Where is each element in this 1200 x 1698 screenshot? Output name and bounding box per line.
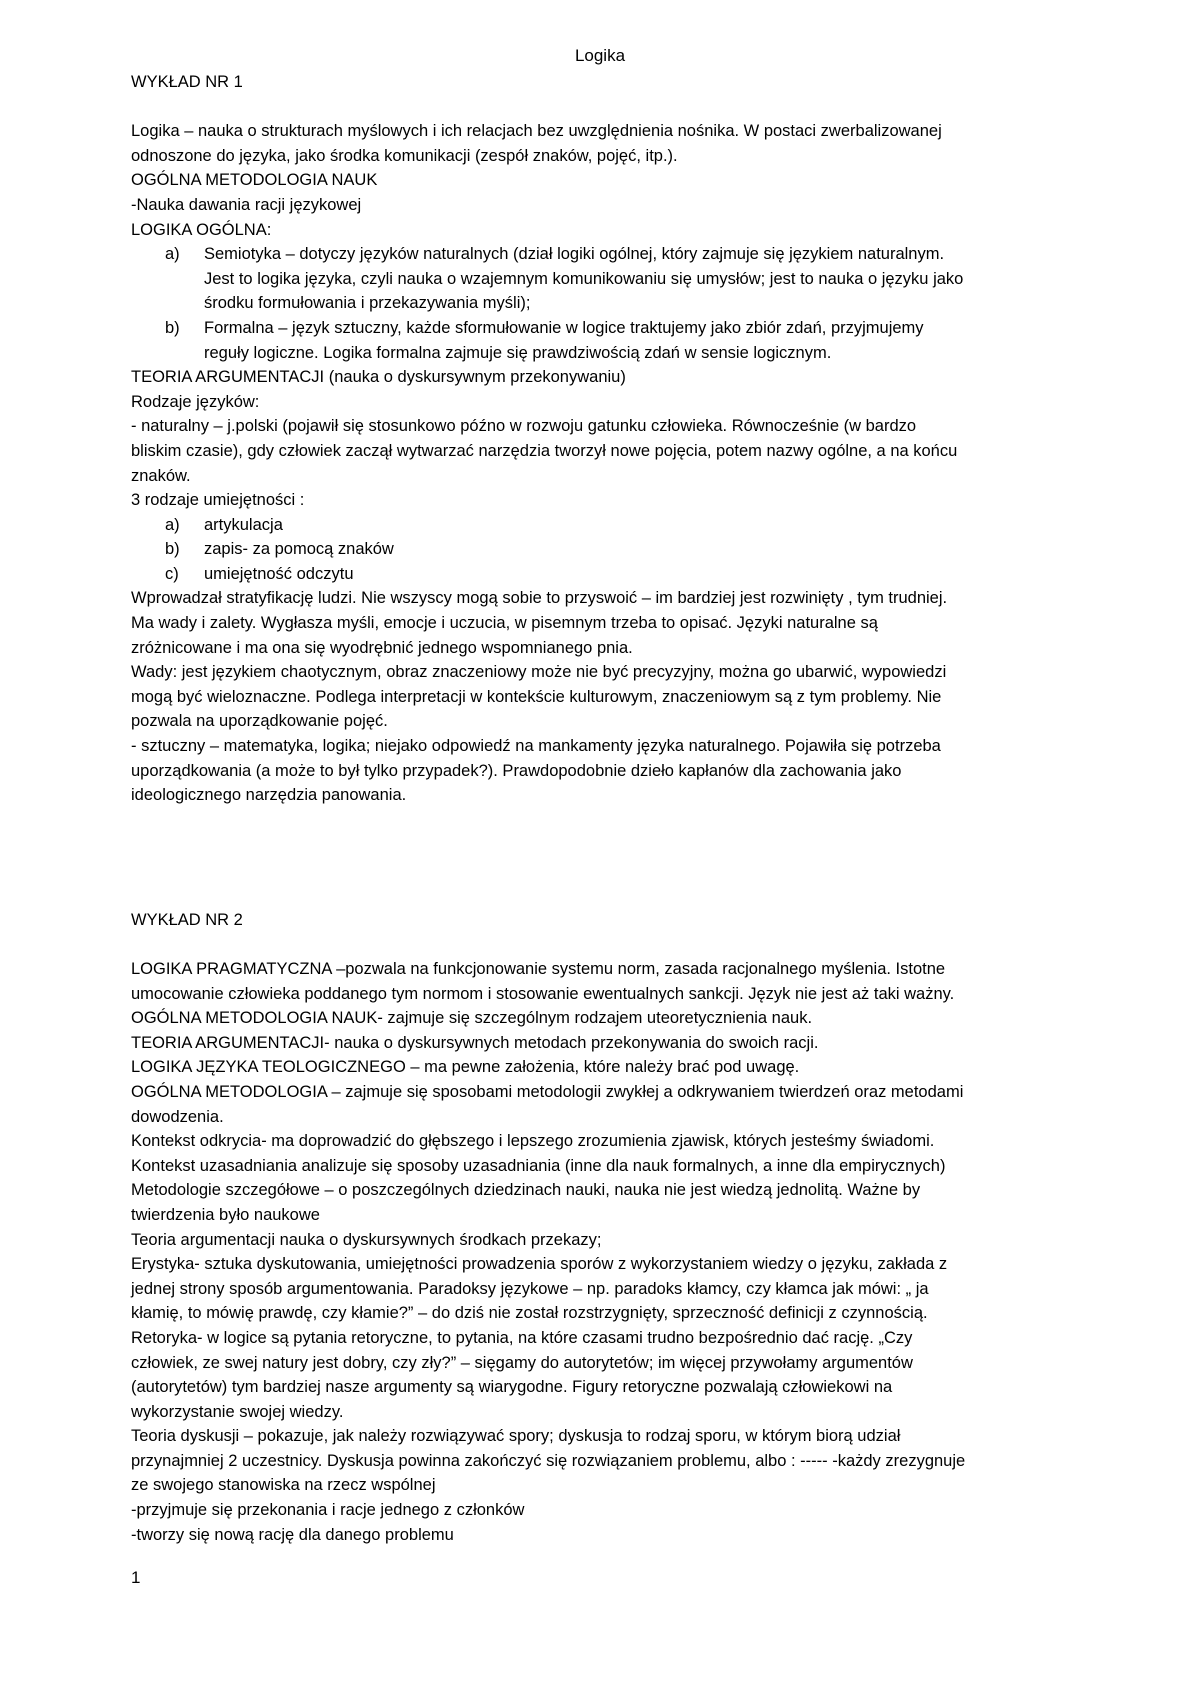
paragraph-line: OGÓLNA METODOLOGIA NAUK- zajmuje się szczególnym rodzajem uteoretycznienia nauk. xyxy=(131,1009,813,1028)
section-gap xyxy=(131,808,1081,908)
paragraph-line: dowodzenia. xyxy=(131,1107,224,1126)
page-number: 1 xyxy=(131,1568,141,1587)
paragraph-line: mogą być wieloznaczne. Podlega interpretacji w kontekście kulturowym, znaczeniowym są z tym problemy. Nie xyxy=(131,687,942,706)
paragraph-line: (autorytetów) tym bardziej nasze argumenty są wiarygodne. Figury retoryczne pozwalają człowiekowi na xyxy=(131,1378,893,1397)
paragraph-line: uporządkowania (a może to był tylko przypadek?). Prawdopodobnie dzieło kapłanów dla zachowania jako xyxy=(131,761,902,780)
paragraph-line: -Nauka dawania racji językowej xyxy=(131,195,362,214)
list-item-continuation: środku formułowania i przekazywania myśli); xyxy=(204,294,531,313)
paragraph-line: kłamię, to mówię prawdę, czy kłamie?” – do dziś nie został rozstrzygnięty, sprzeczność definicji z czynnością. xyxy=(131,1304,928,1323)
paragraph-line: umocowanie człowieka poddanego tym normom i stosowanie ewentualnych sankcji. Język nie jest aż taki ważny. xyxy=(131,984,955,1003)
paragraph-line: twierdzenia było naukowe xyxy=(131,1205,320,1224)
paragraph-line: bliskim czasie), gdy człowiek zaczął wytwarzać narzędzia tworzył nowe pojęcia, potem nazwy ogólne, a na końcu xyxy=(131,441,958,460)
paragraph-line: Kontekst uzasadniania analizuje się sposoby uzasadniania (inne dla nauk formalnych, a inne dla empirycznych) xyxy=(131,1156,946,1175)
list-item-text: zapis- za pomocą znaków xyxy=(204,540,394,559)
lecture-1-heading: WYKŁAD NR 1 xyxy=(131,73,243,91)
list-item xyxy=(131,537,1081,562)
list-item-text: Semiotyka – dotyczy języków naturalnych (dział logiki ogólnej, który zajmuje się językiem naturalnym. xyxy=(204,245,945,264)
paragraph-line: LOGIKA JĘZYKA TEOLOGICZNEGO – ma pewne założenia, które należy brać pod uwagę. xyxy=(131,1058,800,1077)
spacer xyxy=(131,95,1081,120)
list-item xyxy=(131,316,1081,341)
list-item-text: Formalna – język sztuczny, każde sformułowanie w logice traktujemy jako zbiór zdań, przyjmujemy xyxy=(204,318,924,337)
paragraph-line: Retoryka- w logice są pytania retoryczne, to pytania, na które czasami trudno bezpośrednio dać rację. „Czy xyxy=(131,1328,913,1347)
paragraph-line: Wady: jest językiem chaotycznym, obraz znaczeniowy może nie być precyzyjny, można go ubarwić, wypowiedzi xyxy=(131,663,947,682)
list-label: a) xyxy=(165,515,180,534)
paragraph-line: Erystyka- sztuka dyskutowania, umiejętności prowadzenia sporów z wykorzystaniem wiedzy o języku, zakłada z xyxy=(131,1255,948,1274)
list-label: b) xyxy=(165,318,180,337)
list-item-continuation: reguły logiczne. Logika formalna zajmuje się prawdziwością zdań w sensie logicznym. xyxy=(204,343,832,362)
list-item-continuation: Jest to logika języka, czyli nauka o wzajemnym komunikowaniu się umysłów; jest to nauka o języku jako xyxy=(204,269,964,288)
list-item-text: artykulacja xyxy=(204,515,283,534)
paragraph-line: - naturalny – j.polski (pojawił się stosunkowo późno w rozwoju gatunku człowieka. Równocześnie (w bardzo xyxy=(131,417,917,436)
paragraph-line: Logika – nauka o strukturach myślowych i ich relacjach bez uwzględnienia nośnika. W postaci zwerbalizowanej xyxy=(131,122,942,141)
paragraph-line: przynajmniej 2 uczestnicy. Dyskusja powinna zakończyć się rozwiązaniem problemu, albo : ----- -każdy zrezygnuje xyxy=(131,1451,966,1470)
paragraph-line: OGÓLNA METODOLOGIA – zajmuje się sposobami metodologii zwykłej a odkrywaniem twierdzeń oraz metodami xyxy=(131,1082,964,1101)
section-heading: TEORIA ARGUMENTACJI (nauka o dyskursywnym przekonywaniu) xyxy=(131,368,626,387)
section-heading: LOGIKA OGÓLNA: xyxy=(131,220,272,239)
paragraph-line: pozwala na uporządkowanie pojęć. xyxy=(131,712,388,731)
document-title: Logika xyxy=(574,46,626,65)
lecture-2-heading: WYKŁAD NR 2 xyxy=(131,910,243,929)
paragraph-line: Ma wady i zalety. Wygłasza myśli, emocje i uczucia, w pisemnym trzeba to opisać. Języki naturalne są xyxy=(131,614,878,633)
paragraph-line: -przyjmuje się przekonania i racje jednego z członków xyxy=(131,1501,525,1520)
list-item xyxy=(131,513,1081,538)
paragraph-line: jednej strony sposób argumentowania. Paradoksy językowe – np. paradoks kłamcy, czy kłamca jak mówi: „ ja xyxy=(131,1279,929,1298)
list-label: b) xyxy=(165,540,180,559)
list-label: c) xyxy=(165,564,179,583)
section-heading: 3 rodzaje umiejętności : xyxy=(131,491,305,510)
paragraph-line: LOGIKA PRAGMATYCZNA –pozwala na funkcjonowanie systemu norm, zasada racjonalnego myślenia. Istotne xyxy=(131,960,946,978)
list-item-text: umiejętność odczytu xyxy=(204,564,354,583)
section-heading: OGÓLNA METODOLOGIA NAUK xyxy=(131,171,378,190)
list-label: a) xyxy=(165,245,180,264)
paragraph-line: Wprowadzał stratyfikację ludzi. Nie wszyscy mogą sobie to przyswoić – im bardziej jest rozwinięty , tym trudniej. xyxy=(131,589,948,608)
paragraph-line: Kontekst odkrycia- ma doprowadzić do głębszego i lepszego zrozumienia zjawisk, których jesteśmy świadomi. xyxy=(131,1132,935,1151)
list-item xyxy=(131,562,1081,587)
paragraph-line: - sztuczny – matematyka, logika; niejako odpowiedź na mankamenty języka naturalnego. Pojawiła się potrzeba xyxy=(131,737,941,756)
paragraph-line: Teoria dyskusji – pokazuje, jak należy rozwiązywać spory; dyskusja to rodzaj sporu, w którym biorą udział xyxy=(131,1427,901,1446)
paragraph-line: ze swojego stanowiska na rzecz wspólnej xyxy=(131,1476,436,1495)
list-item xyxy=(131,242,1081,267)
paragraph-line: człowiek, ze swej natury jest dobry, czy zły?” – sięgamy do autorytetów; im więcej przywołamy argumentów xyxy=(131,1353,913,1372)
spacer xyxy=(131,932,1081,957)
paragraph-line: -tworzy się nową rację dla danego problemu xyxy=(131,1525,454,1544)
section-heading: Rodzaje języków: xyxy=(131,392,260,411)
paragraph-line: odnoszone do języka, jako środka komunikacji (zespół znaków, pojęć, itp.). xyxy=(131,146,678,165)
paragraph-line: znaków. xyxy=(131,466,191,485)
paragraph-line: wykorzystanie swojej wiedzy. xyxy=(131,1402,344,1421)
paragraph-line: ideologicznego narzędzia panowania. xyxy=(131,786,407,805)
paragraph-line: Teoria argumentacji nauka o dyskursywnych środkach przekazy; xyxy=(131,1230,602,1249)
paragraph-line: Metodologie szczegółowe – o poszczególnych dziedzinach nauki, nauka nie jest wiedzą jednolitą. Ważne by xyxy=(131,1181,921,1200)
document-body xyxy=(131,70,1081,1547)
paragraph-line: TEORIA ARGUMENTACJI- nauka o dyskursywnych metodach przekonywania do swoich racji. xyxy=(131,1033,819,1052)
paragraph-line: zróżnicowane i ma ona się wyodrębnić jednego wspomnianego pnia. xyxy=(131,638,633,657)
